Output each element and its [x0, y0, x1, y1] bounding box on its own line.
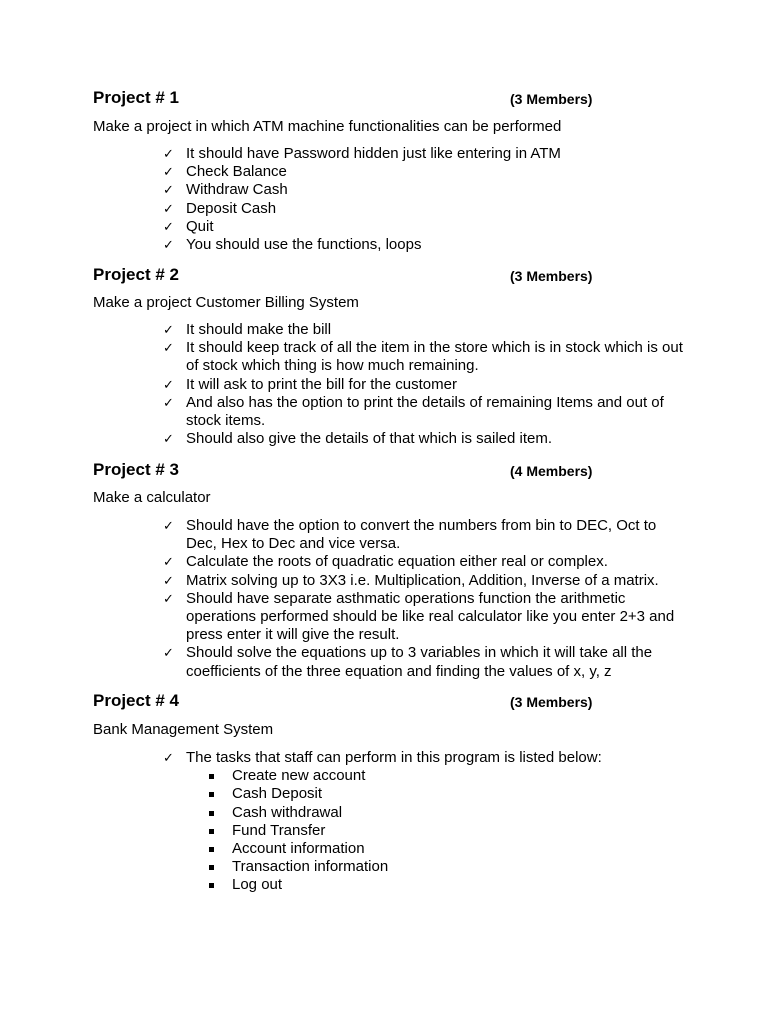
project-header [93, 460, 613, 484]
list-item [163, 376, 683, 394]
project-description: Make a calculator [93, 489, 211, 506]
list-item [163, 553, 683, 571]
project-header [93, 691, 613, 715]
list-item-text: Fund Transfer [232, 821, 326, 839]
list-item [163, 218, 683, 236]
list-item-text: Cash Deposit [232, 785, 323, 803]
list-item-text: And also has the option to print the details of remaining Items and out of stock items. [186, 393, 664, 430]
list-item-text: Should have the option to convert the numbers from bin to DEC, Oct to Dec, Hex to Dec and vice versa. [186, 517, 657, 553]
requirements-list [163, 749, 683, 895]
project-description: Make a project in which ATM machine functionalities can be performed [93, 118, 562, 135]
list-item-text: Create new account [232, 767, 366, 785]
check-icon: ✓ [163, 590, 174, 606]
list-item-text: Should also give the details of that which is sailed item. [186, 430, 553, 448]
project-members: (3 Members) [510, 91, 593, 107]
list-item [209, 804, 706, 822]
requirements-list [163, 145, 683, 254]
check-icon: ✓ [163, 237, 174, 253]
square-bullet-icon [209, 792, 214, 797]
check-icon: ✓ [163, 750, 174, 765]
project-description: Make a project Customer Billing System [93, 294, 359, 311]
list-item-text: Should solve the equations up to 3 variables in which it will take all the coefficients of the three equation and finding the values of x, y, z [186, 644, 653, 680]
list-item [163, 236, 683, 254]
list-item [209, 858, 706, 876]
project-4 [93, 691, 613, 894]
check-icon: ✓ [163, 146, 174, 161]
list-item-text: Transaction information [232, 858, 389, 876]
list-item [163, 200, 683, 218]
check-icon: ✓ [163, 376, 174, 392]
project-title: Project # 4 [93, 691, 179, 710]
list-item-text: It should keep track of all the item in the store which is in stock which is out of stock which thing is how much remaining. [186, 339, 683, 375]
list-item [163, 644, 683, 680]
list-item [209, 767, 706, 785]
square-bullet-icon [209, 811, 214, 816]
project-1 [93, 88, 613, 254]
requirements-list [163, 321, 683, 448]
check-icon: ✓ [163, 182, 174, 198]
list-item-text: Cash withdrawal [232, 803, 343, 821]
check-icon: ✓ [163, 322, 174, 337]
square-bullet-icon [209, 829, 214, 834]
list-item-text: Account information [232, 840, 365, 858]
project-description: Bank Management System [93, 721, 274, 738]
list-item [163, 394, 683, 430]
list-item [209, 822, 706, 840]
project-2 [93, 265, 683, 448]
check-icon: ✓ [163, 164, 174, 180]
staff-tasks-list [209, 767, 706, 894]
list-item-text: It should make the bill [186, 321, 332, 338]
check-icon: ✓ [163, 340, 174, 356]
list-item-text: Check Balance [186, 163, 287, 181]
list-item [209, 876, 706, 894]
square-bullet-icon [209, 883, 214, 888]
list-item [163, 321, 683, 339]
list-item [163, 163, 683, 181]
project-title: Project # 1 [93, 88, 179, 107]
project-members: (3 Members) [510, 694, 593, 710]
list-item-text: The tasks that staff can perform in this program is listed below: [186, 749, 602, 766]
square-bullet-icon [209, 865, 214, 870]
square-bullet-icon [209, 847, 214, 852]
check-icon: ✓ [163, 200, 174, 216]
list-item [163, 517, 683, 553]
project-header [93, 265, 613, 289]
check-icon: ✓ [163, 394, 174, 410]
project-members: (3 Members) [510, 268, 593, 284]
list-item [163, 590, 683, 645]
list-item-text: Quit [186, 217, 214, 235]
list-item-text: Should have separate asthmatic operations function the arithmetic operations performed should be like real calculator like you enter 2+3 and press enter it will give the result. [186, 589, 675, 644]
check-icon: ✓ [163, 218, 174, 234]
list-item-text: You should use the functions, loops [186, 236, 422, 254]
check-icon: ✓ [163, 554, 174, 570]
list-item [163, 145, 683, 163]
project-title: Project # 3 [93, 460, 179, 479]
check-icon: ✓ [163, 518, 174, 533]
list-item [209, 840, 706, 858]
check-icon: ✓ [163, 645, 174, 661]
list-item [163, 339, 683, 375]
list-item [163, 749, 683, 895]
project-3 [93, 460, 675, 680]
square-bullet-icon [209, 774, 214, 779]
list-item [209, 785, 706, 803]
list-item-text: Withdraw Cash [186, 181, 288, 199]
list-item-text: Deposit Cash [186, 199, 277, 217]
list-item [163, 181, 683, 199]
list-item-text: Log out [232, 876, 283, 894]
project-header [93, 88, 613, 112]
project-members: (4 Members) [510, 463, 593, 479]
list-item-text: It should have Password hidden just like entering in ATM [186, 145, 561, 162]
list-item-text: Calculate the roots of quadratic equation either real or complex. [186, 553, 608, 571]
check-icon: ✓ [163, 572, 174, 588]
check-icon: ✓ [163, 431, 174, 447]
list-item-text: Matrix solving up to 3X3 i.e. Multiplication, Addition, Inverse of a matrix. [186, 571, 659, 589]
requirements-list [163, 517, 683, 681]
list-item [163, 430, 683, 448]
list-item-text: It will ask to print the bill for the customer [186, 375, 457, 393]
project-title: Project # 2 [93, 265, 179, 284]
list-item [163, 572, 683, 590]
